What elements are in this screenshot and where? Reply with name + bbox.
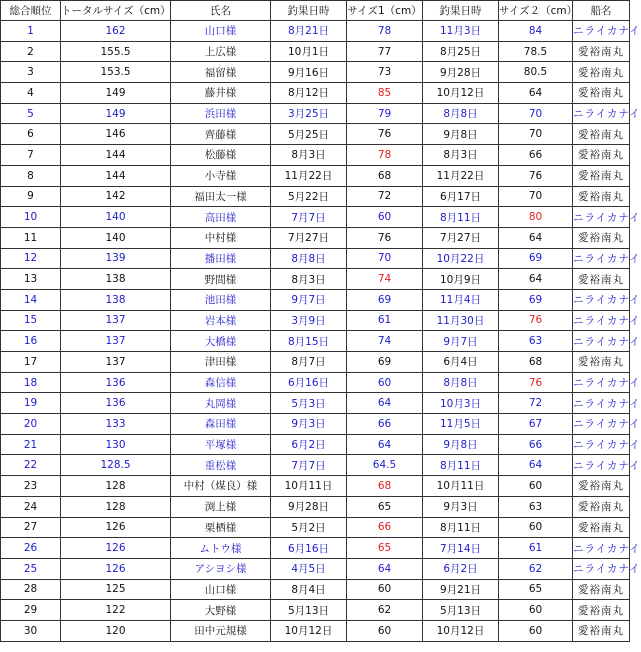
- name-cell: 山口様: [171, 579, 271, 600]
- size-1-cell: 66: [347, 517, 423, 538]
- table-row: [1, 21, 630, 42]
- table-row: [1, 165, 630, 186]
- date-2-cell: 11月5日: [423, 414, 499, 435]
- total-size-cell: 153.5: [61, 62, 171, 83]
- date-2-cell: 6月17日: [423, 186, 499, 207]
- boat-cell: ニライカナイ: [573, 455, 630, 476]
- size-2-cell: 76: [499, 165, 573, 186]
- rank-cell: 1: [1, 21, 61, 42]
- total-size-cell: 140: [61, 227, 171, 248]
- size-1-cell: 78: [347, 145, 423, 166]
- date-2-cell: 6月4日: [423, 352, 499, 373]
- date-2-cell: 8月11日: [423, 207, 499, 228]
- size-2-cell: 69: [499, 289, 573, 310]
- boat-cell: 愛裕南丸: [573, 496, 630, 517]
- name-cell: 福田太一様: [171, 186, 271, 207]
- date-1-cell: 8月15日: [271, 331, 347, 352]
- date-1-cell: 8月21日: [271, 21, 347, 42]
- rank-cell: 23: [1, 476, 61, 497]
- size-1-cell: 68: [347, 476, 423, 497]
- name-cell: 高田様: [171, 207, 271, 228]
- size-1-cell: 74: [347, 331, 423, 352]
- size-2-cell: 80.5: [499, 62, 573, 83]
- name-cell: 津田様: [171, 352, 271, 373]
- size-1-cell: 62: [347, 600, 423, 621]
- name-cell: 大野様: [171, 600, 271, 621]
- table-row: [1, 62, 630, 83]
- rank-cell: 17: [1, 352, 61, 373]
- boat-cell: 愛裕南丸: [573, 62, 630, 83]
- size-2-cell: 66: [499, 434, 573, 455]
- date-1-cell: 5月13日: [271, 600, 347, 621]
- table-row: [1, 538, 630, 559]
- table-row: [1, 620, 630, 641]
- date-1-cell: 8月3日: [271, 145, 347, 166]
- date-2-cell: 6月2日: [423, 558, 499, 579]
- total-size-cell: 136: [61, 393, 171, 414]
- rank-cell: 19: [1, 393, 61, 414]
- date-1-cell: 9月3日: [271, 414, 347, 435]
- boat-cell: 愛裕南丸: [573, 352, 630, 373]
- rank-cell: 30: [1, 620, 61, 641]
- date-2-cell: 10月12日: [423, 83, 499, 104]
- total-size-cell: 149: [61, 103, 171, 124]
- table-row: [1, 227, 630, 248]
- boat-cell: 愛裕南丸: [573, 600, 630, 621]
- rank-cell: 4: [1, 83, 61, 104]
- name-cell: 藤井様: [171, 83, 271, 104]
- size-1-cell: 69: [347, 352, 423, 373]
- total-size-cell: 139: [61, 248, 171, 269]
- name-cell: 池田様: [171, 289, 271, 310]
- size-1-cell: 60: [347, 372, 423, 393]
- date-2-cell: 10月9日: [423, 269, 499, 290]
- size-2-cell: 76: [499, 372, 573, 393]
- date-1-cell: 9月28日: [271, 496, 347, 517]
- boat-cell: ニライカナイ: [573, 558, 630, 579]
- total-size-cell: 126: [61, 517, 171, 538]
- date-2-cell: 10月12日: [423, 620, 499, 641]
- size-1-cell: 85: [347, 83, 423, 104]
- total-size-cell: 128: [61, 496, 171, 517]
- name-cell: 松藤様: [171, 145, 271, 166]
- boat-cell: ニライカナイ: [573, 103, 630, 124]
- date-2-cell: 10月22日: [423, 248, 499, 269]
- rank-cell: 11: [1, 227, 61, 248]
- size-1-cell: 61: [347, 310, 423, 331]
- header-size-1: サイズ1（cm）: [347, 1, 423, 21]
- rank-cell: 12: [1, 248, 61, 269]
- size-2-cell: 64: [499, 83, 573, 104]
- size-2-cell: 66: [499, 145, 573, 166]
- size-1-cell: 74: [347, 269, 423, 290]
- date-1-cell: 6月16日: [271, 538, 347, 559]
- table-row: [1, 207, 630, 228]
- total-size-cell: 126: [61, 558, 171, 579]
- boat-cell: ニライカナイ: [573, 289, 630, 310]
- rank-cell: 15: [1, 310, 61, 331]
- boat-cell: 愛裕南丸: [573, 145, 630, 166]
- rank-cell: 27: [1, 517, 61, 538]
- boat-cell: 愛裕南丸: [573, 227, 630, 248]
- total-size-cell: 144: [61, 145, 171, 166]
- name-cell: ムトウ様: [171, 538, 271, 559]
- date-2-cell: 9月8日: [423, 434, 499, 455]
- size-2-cell: 70: [499, 103, 573, 124]
- boat-cell: 愛裕南丸: [573, 83, 630, 104]
- date-1-cell: 11月22日: [271, 165, 347, 186]
- date-1-cell: 6月16日: [271, 372, 347, 393]
- total-size-cell: 155.5: [61, 41, 171, 62]
- boat-cell: ニライカナイ: [573, 372, 630, 393]
- boat-cell: ニライカナイ: [573, 393, 630, 414]
- size-1-cell: 60: [347, 579, 423, 600]
- date-1-cell: 8月7日: [271, 352, 347, 373]
- rank-cell: 6: [1, 124, 61, 145]
- date-2-cell: 10月3日: [423, 393, 499, 414]
- rank-cell: 8: [1, 165, 61, 186]
- date-1-cell: 8月4日: [271, 579, 347, 600]
- date-2-cell: 8月11日: [423, 455, 499, 476]
- table-row: [1, 434, 630, 455]
- size-1-cell: 64.5: [347, 455, 423, 476]
- size-1-cell: 69: [347, 289, 423, 310]
- date-1-cell: 7月7日: [271, 455, 347, 476]
- size-1-cell: 60: [347, 207, 423, 228]
- size-2-cell: 60: [499, 476, 573, 497]
- name-cell: 山口様: [171, 21, 271, 42]
- size-1-cell: 70: [347, 248, 423, 269]
- name-cell: 田中元規様: [171, 620, 271, 641]
- size-2-cell: 68: [499, 352, 573, 373]
- date-1-cell: 8月8日: [271, 248, 347, 269]
- size-1-cell: 79: [347, 103, 423, 124]
- table-row: [1, 496, 630, 517]
- table-row: [1, 600, 630, 621]
- size-2-cell: 63: [499, 496, 573, 517]
- rank-cell: 13: [1, 269, 61, 290]
- total-size-cell: 138: [61, 269, 171, 290]
- table-row: [1, 41, 630, 62]
- date-1-cell: 8月12日: [271, 83, 347, 104]
- boat-cell: ニライカナイ: [573, 331, 630, 352]
- size-2-cell: 67: [499, 414, 573, 435]
- table-row: [1, 289, 630, 310]
- boat-cell: ニライカナイ: [573, 310, 630, 331]
- size-2-cell: 63: [499, 331, 573, 352]
- boat-cell: ニライカナイ: [573, 21, 630, 42]
- name-cell: 重松様: [171, 455, 271, 476]
- date-2-cell: 11月22日: [423, 165, 499, 186]
- table-row: [1, 393, 630, 414]
- date-1-cell: 10月11日: [271, 476, 347, 497]
- date-2-cell: 9月7日: [423, 331, 499, 352]
- total-size-cell: 137: [61, 352, 171, 373]
- date-2-cell: 9月28日: [423, 62, 499, 83]
- name-cell: 森信様: [171, 372, 271, 393]
- rank-cell: 18: [1, 372, 61, 393]
- date-1-cell: 10月12日: [271, 620, 347, 641]
- date-2-cell: 7月14日: [423, 538, 499, 559]
- size-1-cell: 65: [347, 538, 423, 559]
- size-2-cell: 64: [499, 455, 573, 476]
- date-1-cell: 4月5日: [271, 558, 347, 579]
- boat-cell: ニライカナイ: [573, 538, 630, 559]
- header-date-2: 釣果日時: [423, 1, 499, 21]
- date-1-cell: 7月7日: [271, 207, 347, 228]
- size-2-cell: 78.5: [499, 41, 573, 62]
- total-size-cell: 162: [61, 21, 171, 42]
- rank-cell: 25: [1, 558, 61, 579]
- name-cell: 齊藤様: [171, 124, 271, 145]
- size-2-cell: 70: [499, 186, 573, 207]
- table-row: [1, 248, 630, 269]
- size-1-cell: 73: [347, 62, 423, 83]
- total-size-cell: 144: [61, 165, 171, 186]
- size-2-cell: 62: [499, 558, 573, 579]
- boat-cell: 愛裕南丸: [573, 165, 630, 186]
- size-1-cell: 66: [347, 414, 423, 435]
- size-2-cell: 60: [499, 600, 573, 621]
- table-row: [1, 558, 630, 579]
- date-2-cell: 11月4日: [423, 289, 499, 310]
- table-row: [1, 372, 630, 393]
- boat-cell: ニライカナイ: [573, 207, 630, 228]
- date-1-cell: 5月22日: [271, 186, 347, 207]
- name-cell: 野間様: [171, 269, 271, 290]
- date-2-cell: 10月11日: [423, 476, 499, 497]
- name-cell: アシヨシ様: [171, 558, 271, 579]
- date-1-cell: 8月3日: [271, 269, 347, 290]
- rank-cell: 14: [1, 289, 61, 310]
- name-cell: 渕上様: [171, 496, 271, 517]
- table-row: [1, 310, 630, 331]
- size-2-cell: 69: [499, 248, 573, 269]
- size-2-cell: 70: [499, 124, 573, 145]
- rank-cell: 22: [1, 455, 61, 476]
- name-cell: 播田様: [171, 248, 271, 269]
- header-size-2: サイズ２（cm）: [499, 1, 573, 21]
- header-name: 氏名: [171, 1, 271, 21]
- total-size-cell: 128.5: [61, 455, 171, 476]
- date-1-cell: 5月3日: [271, 393, 347, 414]
- table-row: [1, 83, 630, 104]
- total-size-cell: 142: [61, 186, 171, 207]
- boat-cell: ニライカナイ: [573, 434, 630, 455]
- table-row: [1, 579, 630, 600]
- size-1-cell: 60: [347, 620, 423, 641]
- rank-cell: 24: [1, 496, 61, 517]
- header-rank: 総合順位: [1, 1, 61, 21]
- boat-cell: 愛裕南丸: [573, 620, 630, 641]
- size-1-cell: 64: [347, 434, 423, 455]
- size-2-cell: 80: [499, 207, 573, 228]
- name-cell: 森田様: [171, 414, 271, 435]
- size-2-cell: 64: [499, 269, 573, 290]
- name-cell: 大橋様: [171, 331, 271, 352]
- table-row: [1, 124, 630, 145]
- rank-cell: 10: [1, 207, 61, 228]
- date-2-cell: 8月11日: [423, 517, 499, 538]
- total-size-cell: 136: [61, 372, 171, 393]
- total-size-cell: 138: [61, 289, 171, 310]
- name-cell: 小寺様: [171, 165, 271, 186]
- size-2-cell: 76: [499, 310, 573, 331]
- total-size-cell: 128: [61, 476, 171, 497]
- name-cell: 中村様: [171, 227, 271, 248]
- table-row: [1, 455, 630, 476]
- boat-cell: 愛裕南丸: [573, 579, 630, 600]
- date-2-cell: 9月3日: [423, 496, 499, 517]
- date-2-cell: 8月8日: [423, 103, 499, 124]
- rank-cell: 16: [1, 331, 61, 352]
- size-2-cell: 65: [499, 579, 573, 600]
- date-1-cell: 3月25日: [271, 103, 347, 124]
- total-size-cell: 125: [61, 579, 171, 600]
- total-size-cell: 120: [61, 620, 171, 641]
- date-2-cell: 11月3日: [423, 21, 499, 42]
- date-2-cell: 9月8日: [423, 124, 499, 145]
- boat-cell: ニライカナイ: [573, 414, 630, 435]
- total-size-cell: 137: [61, 331, 171, 352]
- table-row: [1, 476, 630, 497]
- rank-cell: 9: [1, 186, 61, 207]
- boat-cell: 愛裕南丸: [573, 517, 630, 538]
- size-2-cell: 72: [499, 393, 573, 414]
- date-1-cell: 6月2日: [271, 434, 347, 455]
- rank-cell: 21: [1, 434, 61, 455]
- rank-cell: 28: [1, 579, 61, 600]
- size-2-cell: 61: [499, 538, 573, 559]
- boat-cell: 愛裕南丸: [573, 476, 630, 497]
- date-1-cell: 10月1日: [271, 41, 347, 62]
- boat-cell: 愛裕南丸: [573, 41, 630, 62]
- size-1-cell: 64: [347, 393, 423, 414]
- size-1-cell: 64: [347, 558, 423, 579]
- boat-cell: ニライカナイ: [573, 248, 630, 269]
- size-2-cell: 64: [499, 227, 573, 248]
- rank-cell: 2: [1, 41, 61, 62]
- date-1-cell: 7月27日: [271, 227, 347, 248]
- header-date-1: 釣果日時: [271, 1, 347, 21]
- total-size-cell: 133: [61, 414, 171, 435]
- boat-cell: 愛裕南丸: [573, 186, 630, 207]
- name-cell: 丸岡様: [171, 393, 271, 414]
- date-2-cell: 8月8日: [423, 372, 499, 393]
- date-2-cell: 7月27日: [423, 227, 499, 248]
- table-row: [1, 331, 630, 352]
- date-2-cell: 5月13日: [423, 600, 499, 621]
- name-cell: 浜田様: [171, 103, 271, 124]
- total-size-cell: 130: [61, 434, 171, 455]
- header-total-size: トータルサイズ（cm）: [61, 1, 171, 21]
- size-1-cell: 68: [347, 165, 423, 186]
- boat-cell: 愛裕南丸: [573, 124, 630, 145]
- total-size-cell: 149: [61, 83, 171, 104]
- header-boat: 船名: [573, 1, 630, 21]
- name-cell: 福留様: [171, 62, 271, 83]
- rank-cell: 29: [1, 600, 61, 621]
- date-2-cell: 8月25日: [423, 41, 499, 62]
- date-1-cell: 9月16日: [271, 62, 347, 83]
- table-row: [1, 269, 630, 290]
- date-2-cell: 8月3日: [423, 145, 499, 166]
- name-cell: 栗栖様: [171, 517, 271, 538]
- total-size-cell: 137: [61, 310, 171, 331]
- total-size-cell: 122: [61, 600, 171, 621]
- size-1-cell: 78: [347, 21, 423, 42]
- size-1-cell: 76: [347, 227, 423, 248]
- total-size-cell: 140: [61, 207, 171, 228]
- table-row: [1, 186, 630, 207]
- rank-cell: 26: [1, 538, 61, 559]
- name-cell: 平塚様: [171, 434, 271, 455]
- name-cell: 中村（煤良）様: [171, 476, 271, 497]
- date-1-cell: 5月2日: [271, 517, 347, 538]
- header-row: [1, 1, 630, 21]
- date-1-cell: 5月25日: [271, 124, 347, 145]
- table-row: [1, 103, 630, 124]
- size-1-cell: 72: [347, 186, 423, 207]
- name-cell: 上広様: [171, 41, 271, 62]
- total-size-cell: 126: [61, 538, 171, 559]
- table-row: [1, 414, 630, 435]
- boat-cell: 愛裕南丸: [573, 269, 630, 290]
- rank-cell: 20: [1, 414, 61, 435]
- date-2-cell: 9月21日: [423, 579, 499, 600]
- size-1-cell: 77: [347, 41, 423, 62]
- date-1-cell: 9月7日: [271, 289, 347, 310]
- total-size-cell: 146: [61, 124, 171, 145]
- table-row: [1, 145, 630, 166]
- size-1-cell: 76: [347, 124, 423, 145]
- rank-cell: 7: [1, 145, 61, 166]
- date-2-cell: 11月30日: [423, 310, 499, 331]
- date-1-cell: 3月9日: [271, 310, 347, 331]
- size-2-cell: 84: [499, 21, 573, 42]
- rank-cell: 5: [1, 103, 61, 124]
- size-2-cell: 60: [499, 517, 573, 538]
- table-row: [1, 352, 630, 373]
- size-2-cell: 60: [499, 620, 573, 641]
- rank-cell: 3: [1, 62, 61, 83]
- name-cell: 岩本様: [171, 310, 271, 331]
- table-row: [1, 517, 630, 538]
- size-1-cell: 65: [347, 496, 423, 517]
